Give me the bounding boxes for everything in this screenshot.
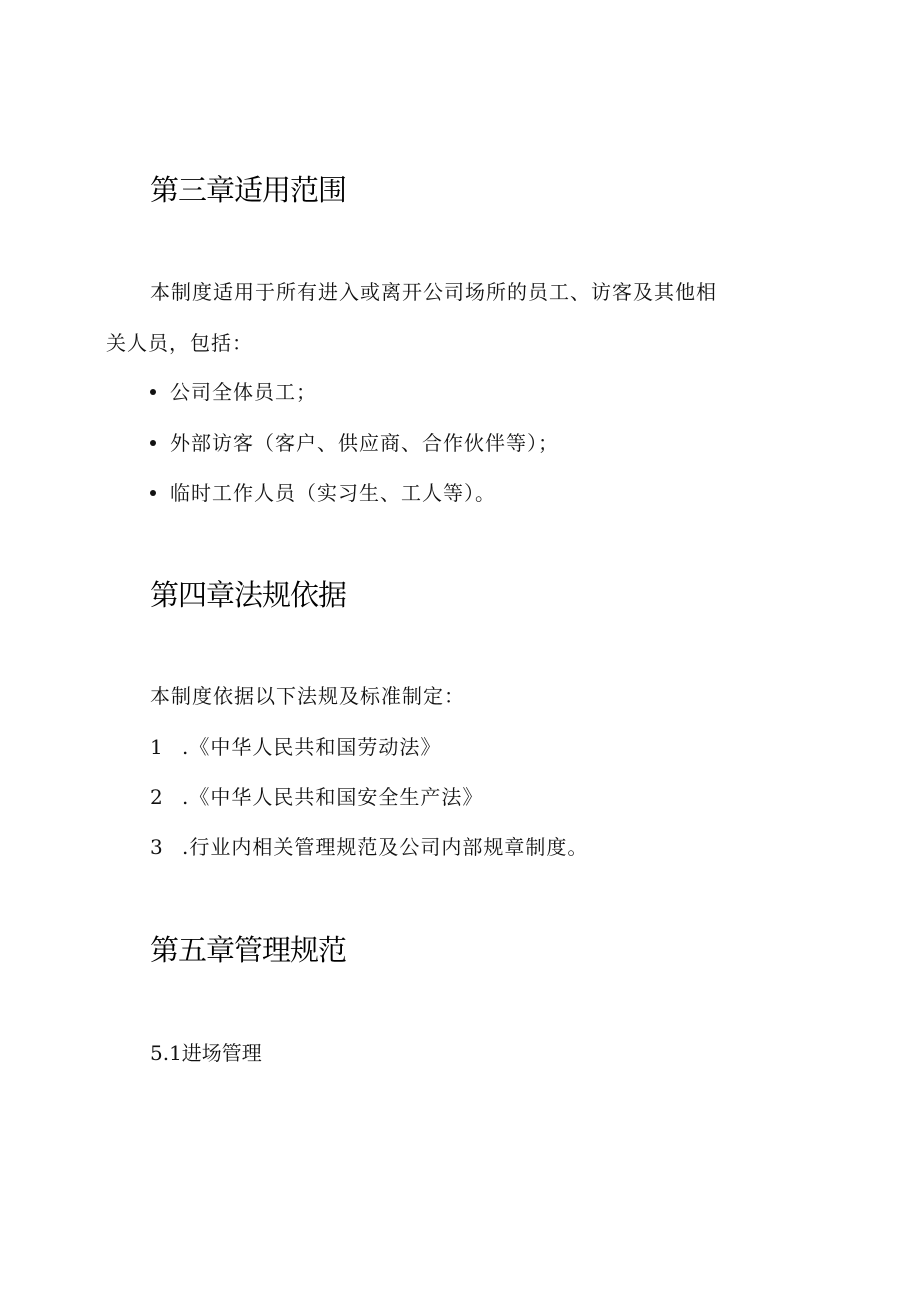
chapter-5-title: 第五章管理规范 <box>150 933 347 967</box>
item-number: 2 <box>150 785 164 809</box>
item-number: 1 <box>150 735 164 759</box>
chapter-4-title: 第四章法规依据 <box>150 578 347 612</box>
item-number: 3 <box>150 835 164 859</box>
item-text: .行业内相关管理规范及公司内部规章制度。 <box>182 835 589 859</box>
numbered-item <box>150 781 483 810</box>
list-item <box>150 477 496 506</box>
numbered-item <box>150 731 441 760</box>
item-text: .《中华人民共和国安全生产法》 <box>182 785 484 809</box>
bullet-icon <box>150 389 156 395</box>
chapter-3-intro-line-1: 本制度适用于所有进入或离开公司场所的员工、访客及其他相 <box>150 280 717 304</box>
list-item-text: 外部访客（客户、供应商、合作伙伴等）； <box>170 431 559 455</box>
chapter-4-intro: 本制度依据以下法规及标准制定： <box>150 684 465 708</box>
chapter-3-intro-line-2: 关人员，包括： <box>106 331 253 355</box>
list-item <box>150 427 559 456</box>
numbered-item <box>150 831 588 860</box>
chapter-3-title: 第三章适用范围 <box>150 173 347 207</box>
item-text: .《中华人民共和国劳动法》 <box>182 735 442 759</box>
list-item <box>150 376 317 405</box>
bullet-icon <box>150 490 156 496</box>
section-5-1-title: 5.1进场管理 <box>150 1041 262 1065</box>
list-item-text: 临时工作人员（实习生、工人等）。 <box>170 481 496 505</box>
bullet-icon <box>150 440 156 446</box>
list-item-text: 公司全体员工； <box>170 380 317 404</box>
